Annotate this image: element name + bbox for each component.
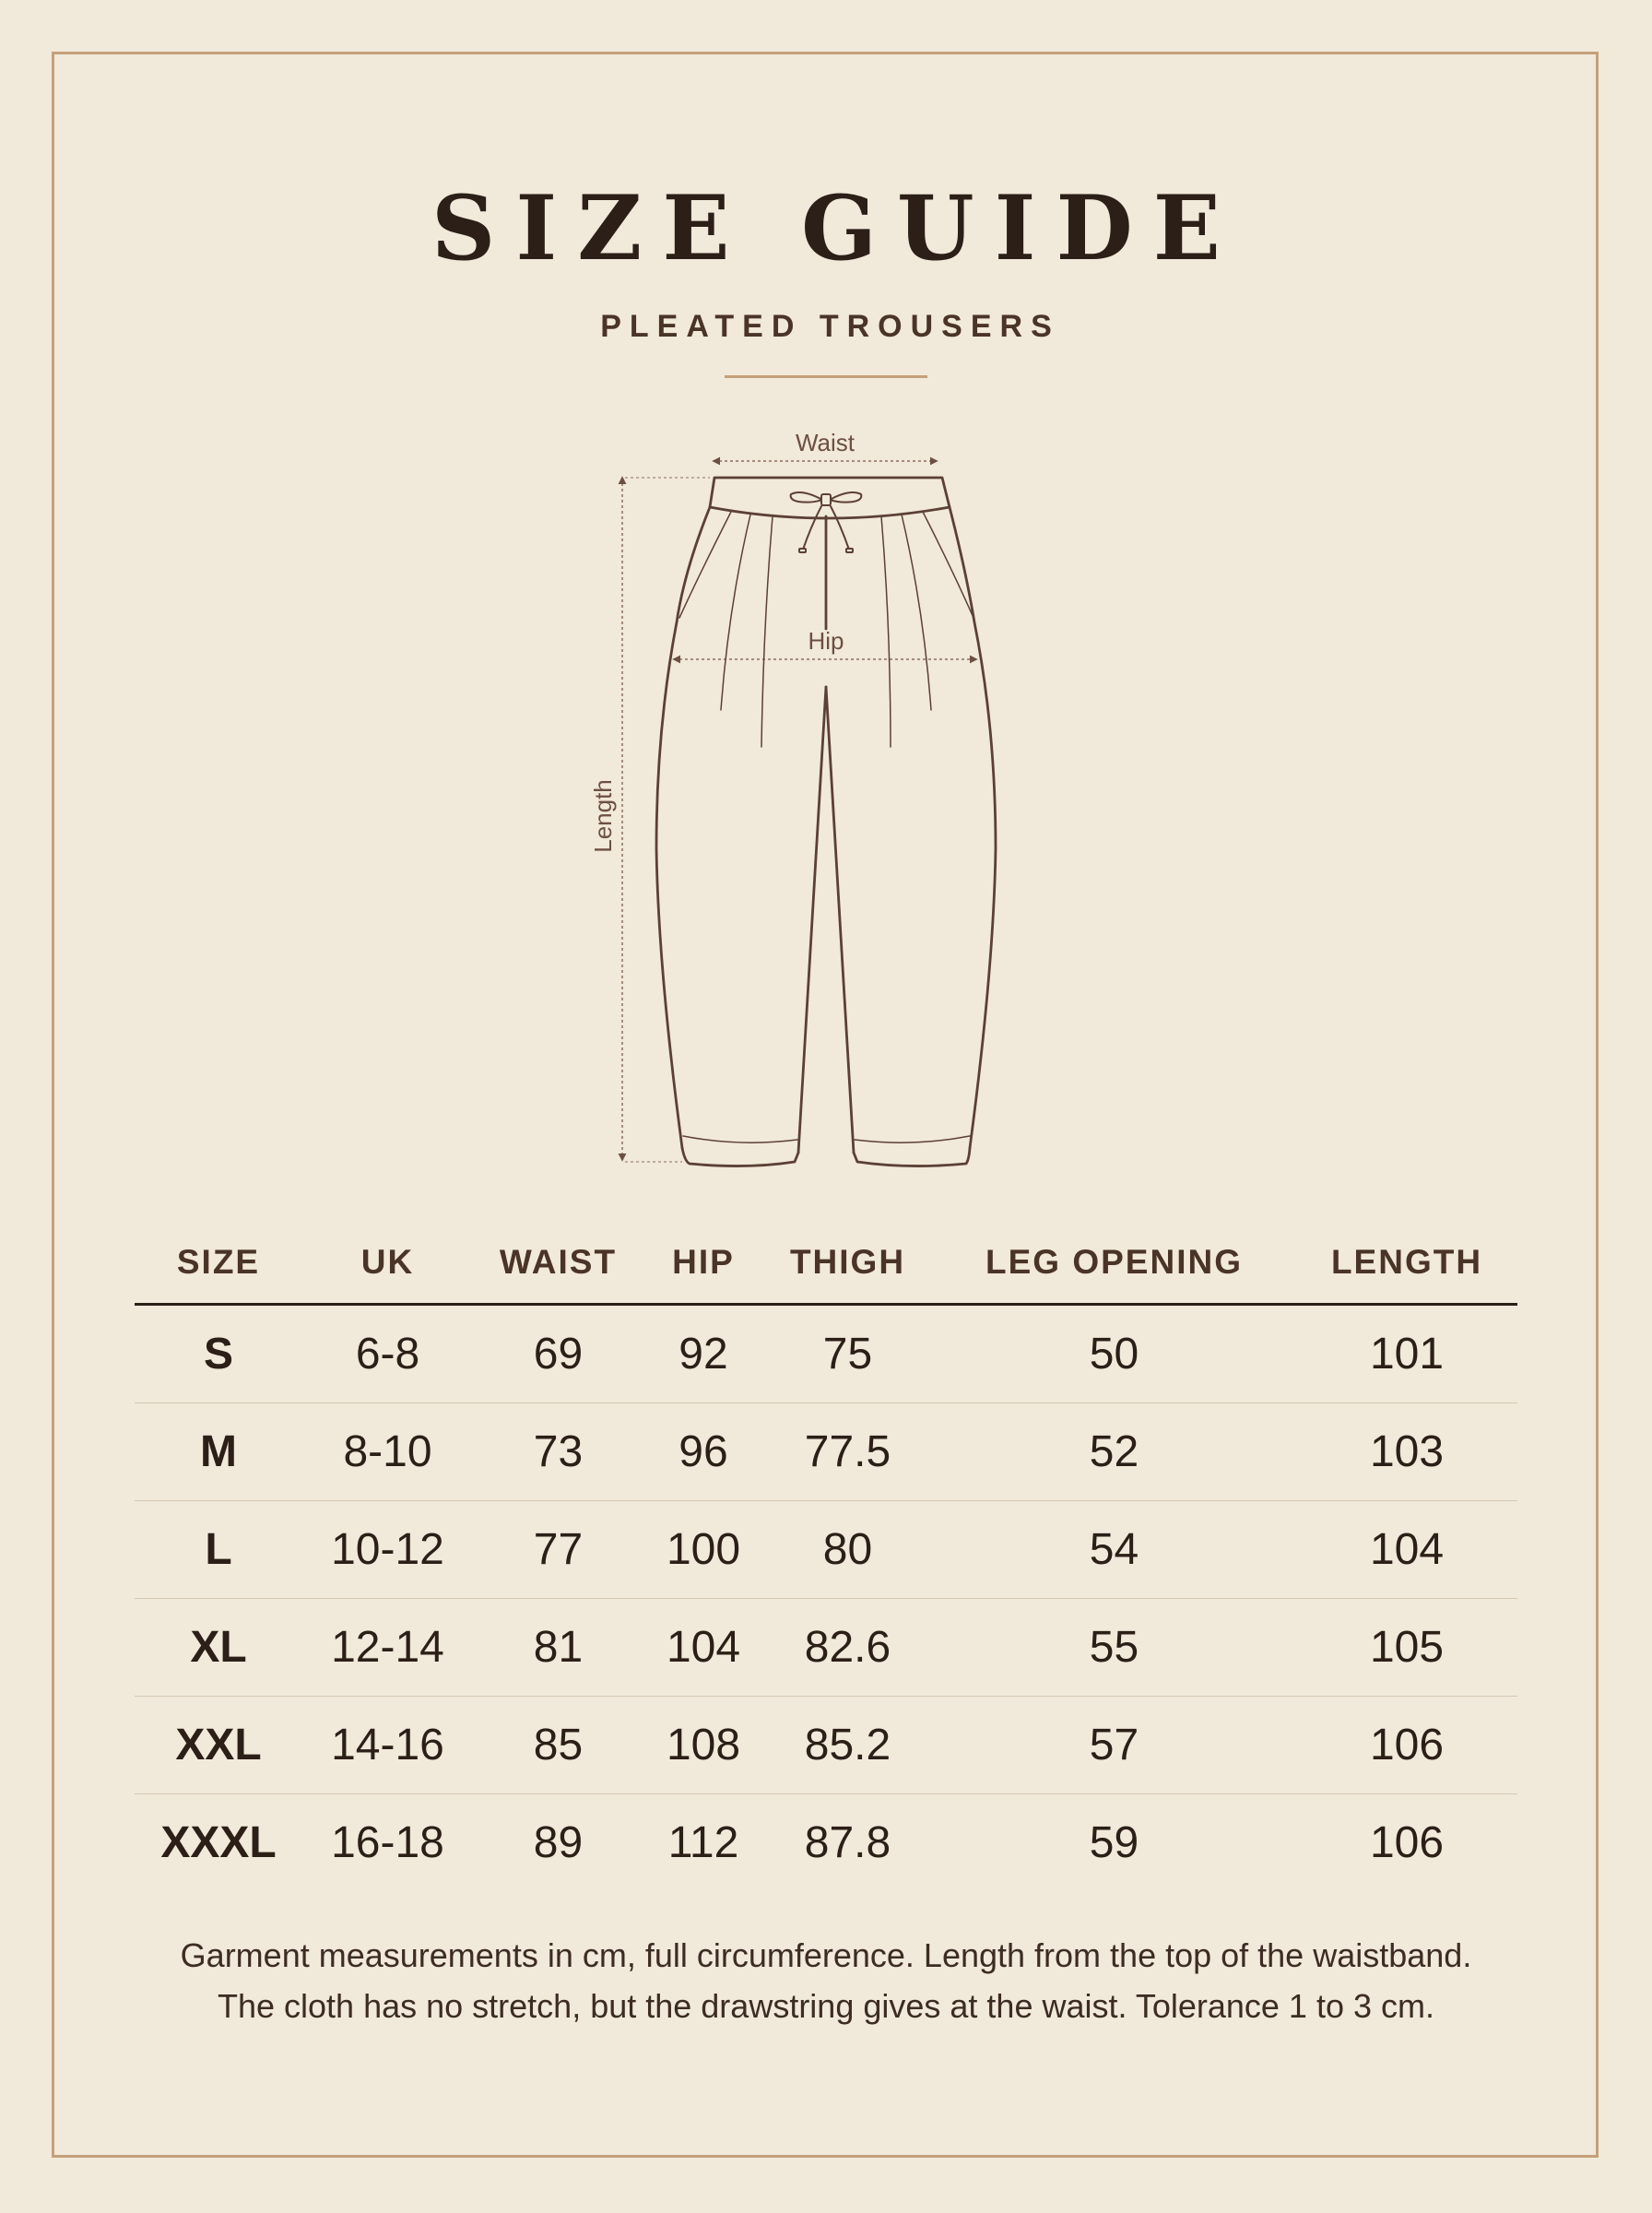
waist-cell: 69 (473, 1305, 643, 1403)
hip-cell: 104 (643, 1599, 763, 1697)
size-cell: XXL (135, 1697, 302, 1794)
measurement-note (0, 1930, 1652, 2031)
size-cell: XL (135, 1599, 302, 1697)
header-hip: HIP (643, 1222, 763, 1305)
header-size: SIZE (135, 1222, 302, 1305)
waist-label: Waist (795, 429, 856, 456)
waist-measure (714, 429, 937, 461)
page-subtitle: PLEATED TROUSERS (600, 309, 1060, 344)
table-header-row (135, 1222, 1517, 1305)
leg-opening-cell: 50 (932, 1305, 1296, 1403)
size-cell: M (135, 1403, 302, 1501)
table-row (135, 1697, 1517, 1794)
leg-opening-cell: 52 (932, 1403, 1296, 1501)
uk-cell: 10-12 (302, 1501, 473, 1599)
hip-label: Hip (808, 627, 844, 655)
trousers-illustration (553, 415, 1106, 1180)
title-divider (725, 375, 927, 378)
hip-measure (674, 627, 976, 659)
thigh-cell: 82.6 (763, 1599, 932, 1697)
table-row (135, 1501, 1517, 1599)
uk-cell: 12-14 (302, 1599, 473, 1697)
length-cell: 103 (1296, 1403, 1517, 1501)
uk-cell: 16-18 (331, 1818, 444, 1867)
waist-cell: 77 (473, 1501, 643, 1599)
length-label: Length (589, 779, 617, 853)
size-cell: L (135, 1501, 302, 1599)
size-table (135, 1222, 1517, 1891)
header-waist: WAIST (473, 1222, 643, 1305)
hip-cell: 92 (643, 1305, 763, 1403)
table-row (135, 1599, 1517, 1697)
length-cell: 104 (1296, 1501, 1517, 1599)
uk-cell: 6-8 (302, 1305, 473, 1403)
hip-cell: 96 (643, 1403, 763, 1501)
header-length: LENGTH (1296, 1222, 1517, 1305)
note-line-1: Garment measurements in cm, full circumference. Length from the top of the waistband. (180, 1936, 1472, 1974)
header-uk: UK (302, 1222, 473, 1305)
leg-opening-cell: 57 (932, 1697, 1296, 1794)
waist-cell: 81 (473, 1599, 643, 1697)
thigh-cell: 75 (763, 1305, 932, 1403)
length-cell: 105 (1296, 1599, 1517, 1697)
uk-cell: 14-16 (302, 1697, 473, 1794)
waist-cell: 85 (473, 1697, 643, 1794)
uk-cell: 8-10 (302, 1403, 473, 1501)
thigh-cell: 87.8 (804, 1818, 891, 1867)
page-title: SIZE GUIDE (431, 176, 1241, 280)
trousers-diagram (553, 415, 1106, 1180)
table-row (135, 1403, 1517, 1501)
hip-cell: 112 (667, 1818, 739, 1867)
waist-cell: 73 (473, 1403, 643, 1501)
length-measure (589, 478, 710, 1162)
leg-opening-cell: 55 (932, 1599, 1296, 1697)
thigh-cell: 85.2 (763, 1697, 932, 1794)
leg-opening-cell: 54 (932, 1501, 1296, 1599)
thigh-cell: 80 (763, 1501, 932, 1599)
leg-opening-cell: 59 (1089, 1818, 1139, 1867)
size-cell: S (135, 1305, 302, 1403)
thigh-cell: 77.5 (763, 1403, 932, 1501)
length-cell: 106 (1296, 1697, 1517, 1794)
header-thigh: THIGH (763, 1222, 932, 1305)
size-cell: XXXL (160, 1818, 277, 1867)
waist-cell: 89 (533, 1818, 584, 1867)
hip-cell: 108 (643, 1697, 763, 1794)
table-row (135, 1794, 1517, 1892)
length-cell: 106 (1369, 1818, 1445, 1867)
note-line-2: The cloth has no stretch, but the drawstring gives at the waist. Tolerance 1 to 3 cm. (217, 1987, 1434, 2025)
trousers-outline (656, 478, 996, 1166)
table-row (135, 1305, 1517, 1403)
length-cell: 101 (1296, 1305, 1517, 1403)
header-leg-opening: LEG OPENING (932, 1222, 1296, 1305)
hip-cell: 100 (643, 1501, 763, 1599)
